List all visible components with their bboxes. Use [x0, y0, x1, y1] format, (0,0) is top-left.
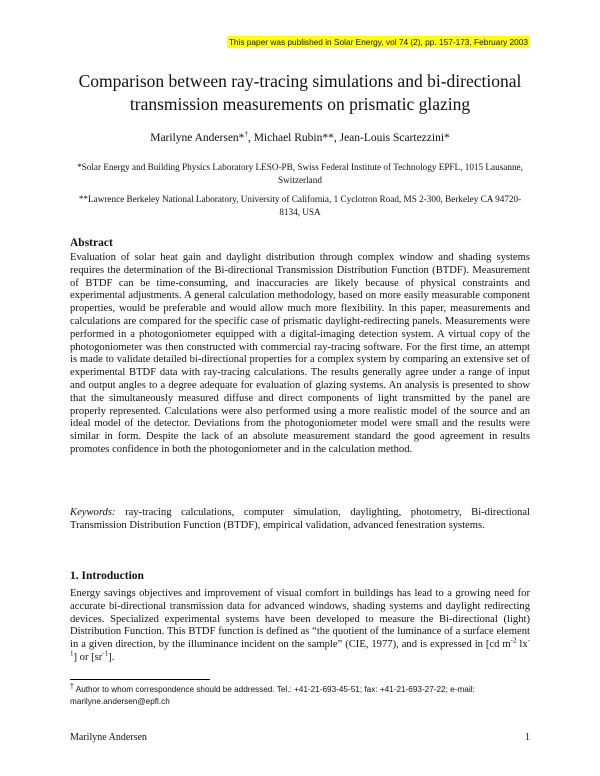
- intro-text-b: lx: [516, 639, 528, 651]
- intro-text-d: ].: [108, 651, 115, 663]
- author-list: [60, 132, 540, 144]
- intro-text-a: Energy savings objectives and improvement of visual comfort in buildings has lead to a growing need for accurate bi-directional transmission data for advanced windows, shading systems and daylight redirecting devices. Specialized experimental systems have been developed to measure the Bi-directional (light) Distribution Function. This BTDF function is defined as “the quotient of the luminance of a surface element in a given direction, by the illuminance incident on the sample” (CIE, 1977), and is expressed in [cd m: [70, 588, 530, 651]
- abstract-text: Evaluation of solar heat gain and daylight distribution through complex window and shading systems requires the determination of the Bi-directional Transmission Distribution Function (BTDF). Measurement of BTDF can be time-consuming, and inaccuracies are likely because of physical constraints and experimental adjustments. A general calculation methodology, based on more easily measurable component properties, would be preferable and would allow much more flexibility. In this paper, measurements and calculations are compared for the specific case of prismatic daylight-redirecting panels. Measurements were performed in a photogoniometer equipped with a digital-imaging detection system. A virtual copy of the photogoniometer was then constructed with commercial ray-tracing software. For the first time, an attempt is made to validate detailed bi-directional properties for a complex system by comparing an extensive set of experimental BTDF data with ray-tracing calculations. The results generally agree under a range of input and output angles to a degree adequate for evaluation of glazing systems. An analysis is presented to show that the simultaneously measured diffuse and direct components of light transmitted by the panel are properly represented. Calculations were also performed using a more realistic model of the source and an ideal model of the detector. Deviations from the photogoniometer model were small and the results were similar in form. Despite the lack of an absolute measurement standard the good agreement in results promotes confidence in both the photogoniometer and in the calculation method.: [70, 252, 530, 455]
- keywords-text: ray-tracing calculations, computer simulation, daylighting, photometry, Bi-directional Transmission Distribution Function (BTDF), empirical validation, advanced fenestration systems.: [70, 507, 530, 531]
- publication-note: This paper was published in Solar Energy, vol 74 (2), pp. 157-173, February 2003: [228, 37, 528, 47]
- footnote-marker: †: [70, 683, 74, 691]
- intro-text-c: ] or [sr: [73, 651, 103, 663]
- authors-rest: , Michael Rubin**, Jean-Louis Scartezzini*: [247, 132, 450, 144]
- intro-sup-3: -1: [102, 649, 109, 658]
- keywords-label: Keywords:: [70, 507, 116, 518]
- footnote-rule: [70, 679, 210, 680]
- introduction-heading: 1. Introduction: [70, 570, 144, 582]
- affiliation-epfl: *Solar Energy and Building Physics Laboratory LESO-PB, Swiss Federal Institute of Technology EPFL, 1015 Lausanne, Switzerland: [77, 162, 523, 185]
- footer-author: Marilyne Andersen: [70, 732, 147, 743]
- corresponding-author-mark: †: [244, 130, 248, 139]
- footnote-text: Author to whom correspondence should be addressed. Tel.: +41-21-693-45-51; fax: +41-21-693-27-22; e-mail: marilyne.andersen@epfl.ch: [70, 685, 475, 706]
- introduction-text: [70, 588, 530, 665]
- abstract-heading: Abstract: [70, 237, 113, 249]
- paper-title: Comparison between ray-tracing simulations and bi-directional transmission measurements on prismatic glazing: [78, 71, 522, 114]
- footnote: [70, 684, 530, 708]
- author-1: Marilyne Andersen*: [150, 132, 245, 144]
- affiliation-lbnl: **Lawrence Berkeley National Laboratory, University of California, 1 Cyclotron Road, MS 2-300, Berkeley CA 94720-8134, USA: [78, 194, 522, 217]
- intro-sup-2: -1: [70, 636, 531, 658]
- keywords: [70, 507, 530, 533]
- page-number: 1: [525, 732, 530, 743]
- intro-sup-1: -2: [510, 636, 517, 645]
